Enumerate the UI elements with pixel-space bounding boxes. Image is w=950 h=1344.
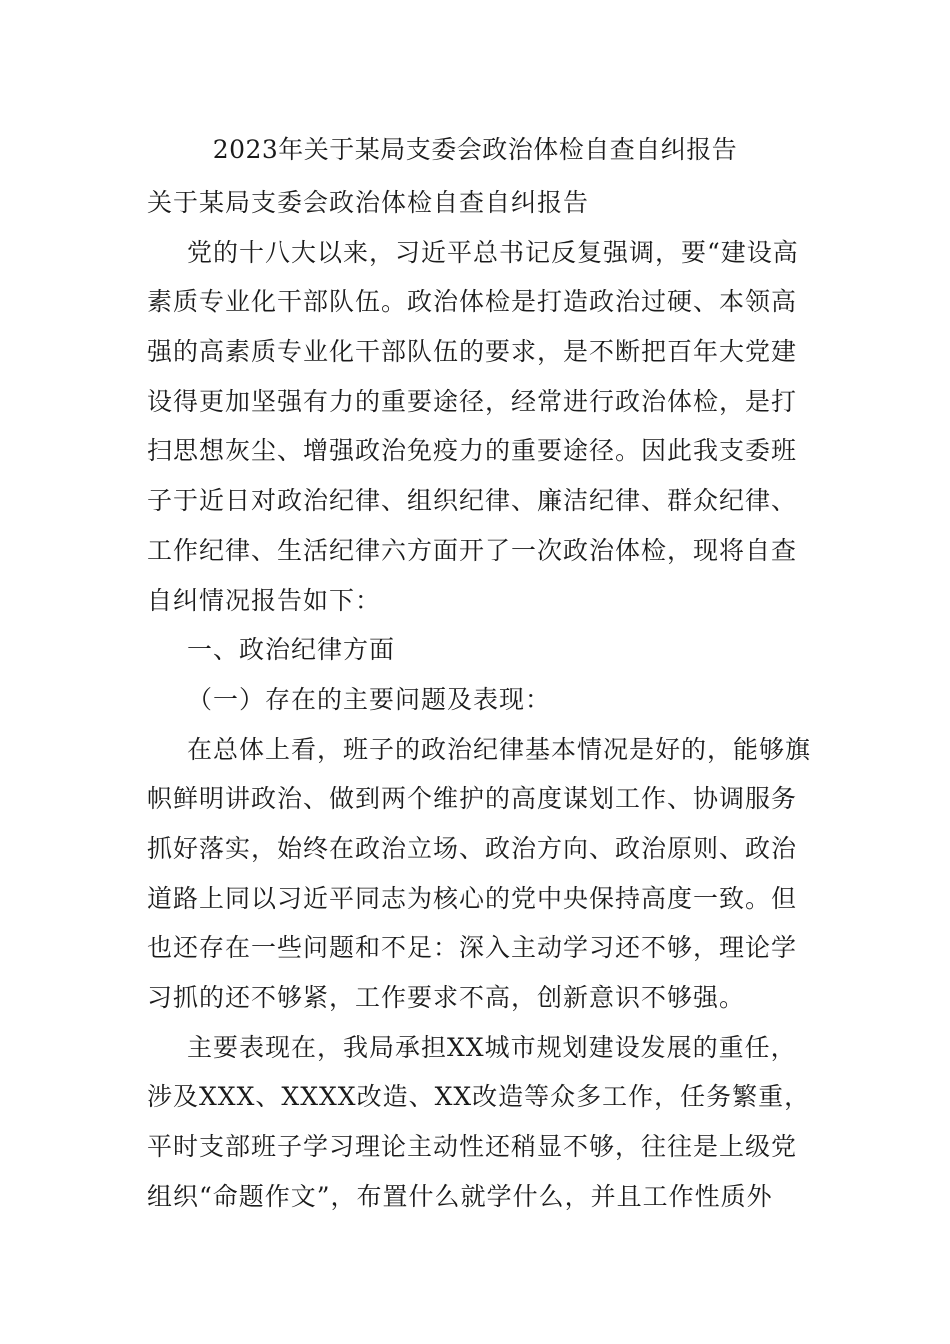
paragraph-line: 强的高素质专业化干部队伍的要求，是不断把百年大党建	[147, 337, 798, 367]
paragraph-line: 工作纪律、生活纪律六方面开了一次政治体检，现将自查	[147, 535, 798, 565]
paragraph-line: 自纠情况报告如下：	[147, 585, 382, 615]
paragraph-line: 涉及XXX、XXXX改造、XX改造等众多工作，任务繁重，	[147, 1082, 811, 1112]
paragraph-line: 素质专业化干部队伍。政治体检是打造政治过硬、本领高	[147, 287, 798, 317]
paragraph-line: 习抓的还不够紧，工作要求不高，创新意识不够强。	[147, 983, 746, 1012]
paragraph-line: 道路上同以习近平同志为核心的党中央保持高度一致。但	[147, 883, 798, 913]
paragraph-line: 子于近日对政治纪律、组织纪律、廉洁纪律、群众纪律、	[147, 486, 798, 516]
subsection-heading: （一）存在的主要问题及表现：	[187, 684, 552, 714]
paragraph-line: 组织“命题作文”，布置什么就学什么，并且工作性质外	[147, 1181, 773, 1211]
paragraph-line: 设得更加坚强有力的重要途径，经常进行政治体检，是打	[147, 386, 798, 416]
paragraph-line: 在总体上看，班子的政治纪律基本情况是好的，能够旗	[187, 734, 812, 764]
document-body	[147, 178, 827, 1221]
document-title: 2023年关于某局支委会政治体检自查自纠报告	[212, 135, 738, 164]
paragraph-line: 也还存在一些问题和不足：深入主动学习还不够，理论学	[147, 933, 798, 963]
paragraph-line: 党的十八大以来，习近平总书记反复强调，要“建设高	[187, 237, 799, 267]
paragraph-line: 扫思想灰尘、增强政治免疫力的重要途径。因此我支委班	[147, 436, 798, 466]
paragraph-line: 帜鲜明讲政治、做到两个维护的高度谋划工作、协调服务	[147, 784, 798, 814]
paragraph-line: 平时支部班子学习理论主动性还稍显不够，往往是上级党	[147, 1132, 798, 1162]
paragraph-line: 抓好落实，始终在政治立场、政治方向、政治原则、政治	[147, 833, 798, 863]
section-heading: 一、政治纪律方面	[187, 635, 396, 665]
paragraph-line: 主要表现在，我局承担XX城市规划建设发展的重任，	[187, 1032, 797, 1062]
subtitle-line: 关于某局支委会政治体检自查自纠报告	[147, 188, 590, 217]
